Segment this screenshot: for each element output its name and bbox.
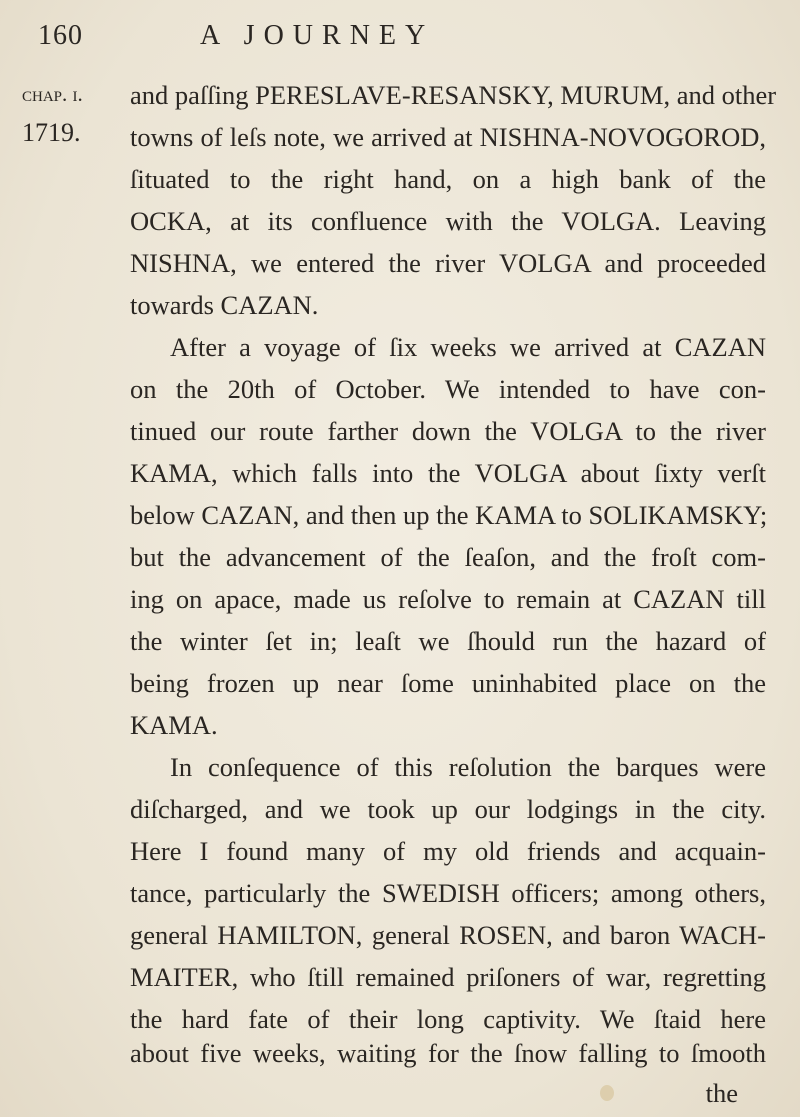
text-line: the winter ſet in; leaſt we ſhould run the hazard of (130, 626, 766, 656)
text-line: KAMA. (130, 710, 218, 740)
text-line: ing on apace, made us reſolve to remain at CAZAN till (130, 584, 766, 614)
text-line: After a voyage of ſix weeks we arrived at CAZAN (170, 332, 766, 362)
text-line: being frozen up near ſome uninhabited place on the (130, 668, 766, 698)
text-line: but the advancement of the ſeaſon, and the froſt com- (130, 542, 766, 572)
text-line: Here I found many of my old friends and acquain- (130, 836, 766, 866)
text-line: NISHNA, we entered the river VOLGA and proceeded (130, 248, 766, 278)
catchword: the (705, 1078, 738, 1108)
text-line: the hard fate of their long captivity. We ſtaid here (130, 1004, 766, 1034)
text-line: diſcharged, and we took up our lodgings in the city. (130, 794, 766, 824)
text-line: In conſequence of this reſolution the barques were (170, 752, 766, 782)
ink-blot-mark (600, 1085, 614, 1101)
text-line: about five weeks, waiting for the ſnow falling to ſmooth (130, 1038, 766, 1068)
text-line: MAITER, who ſtill remained priſoners of war, regretting (130, 962, 766, 992)
text-line: towards CAZAN. (130, 290, 319, 320)
margin-chapter-note: chap. i. (22, 82, 83, 106)
text-line: general HAMILTON, general ROSEN, and baron WACH- (130, 920, 766, 950)
text-line: tinued our route farther down the VOLGA to the river (130, 416, 766, 446)
text-line: towns of leſs note, we arrived at NISHNA-NOVOGOROD, (130, 122, 766, 152)
text-line: tance, particularly the SWEDISH officers; among others, (130, 878, 766, 908)
text-line: ſituated to the right hand, on a high bank of the (130, 164, 766, 194)
text-line: and paſſing PERESLAVE-RESANSKY, MURUM, and other (130, 80, 777, 110)
running-title: A JOURNEY (200, 20, 435, 51)
page-number: 160 (38, 20, 83, 51)
text-line: KAMA, which falls into the VOLGA about ſixty verſt (130, 458, 766, 488)
text-line: on the 20th of October. We intended to have con- (130, 374, 766, 404)
margin-year-note: 1719. (22, 118, 81, 147)
text-line: below CAZAN, and then up the KAMA to SOLIKAMSKY; (130, 500, 768, 530)
text-line: OCKA, at its confluence with the VOLGA. Leaving (130, 206, 766, 236)
